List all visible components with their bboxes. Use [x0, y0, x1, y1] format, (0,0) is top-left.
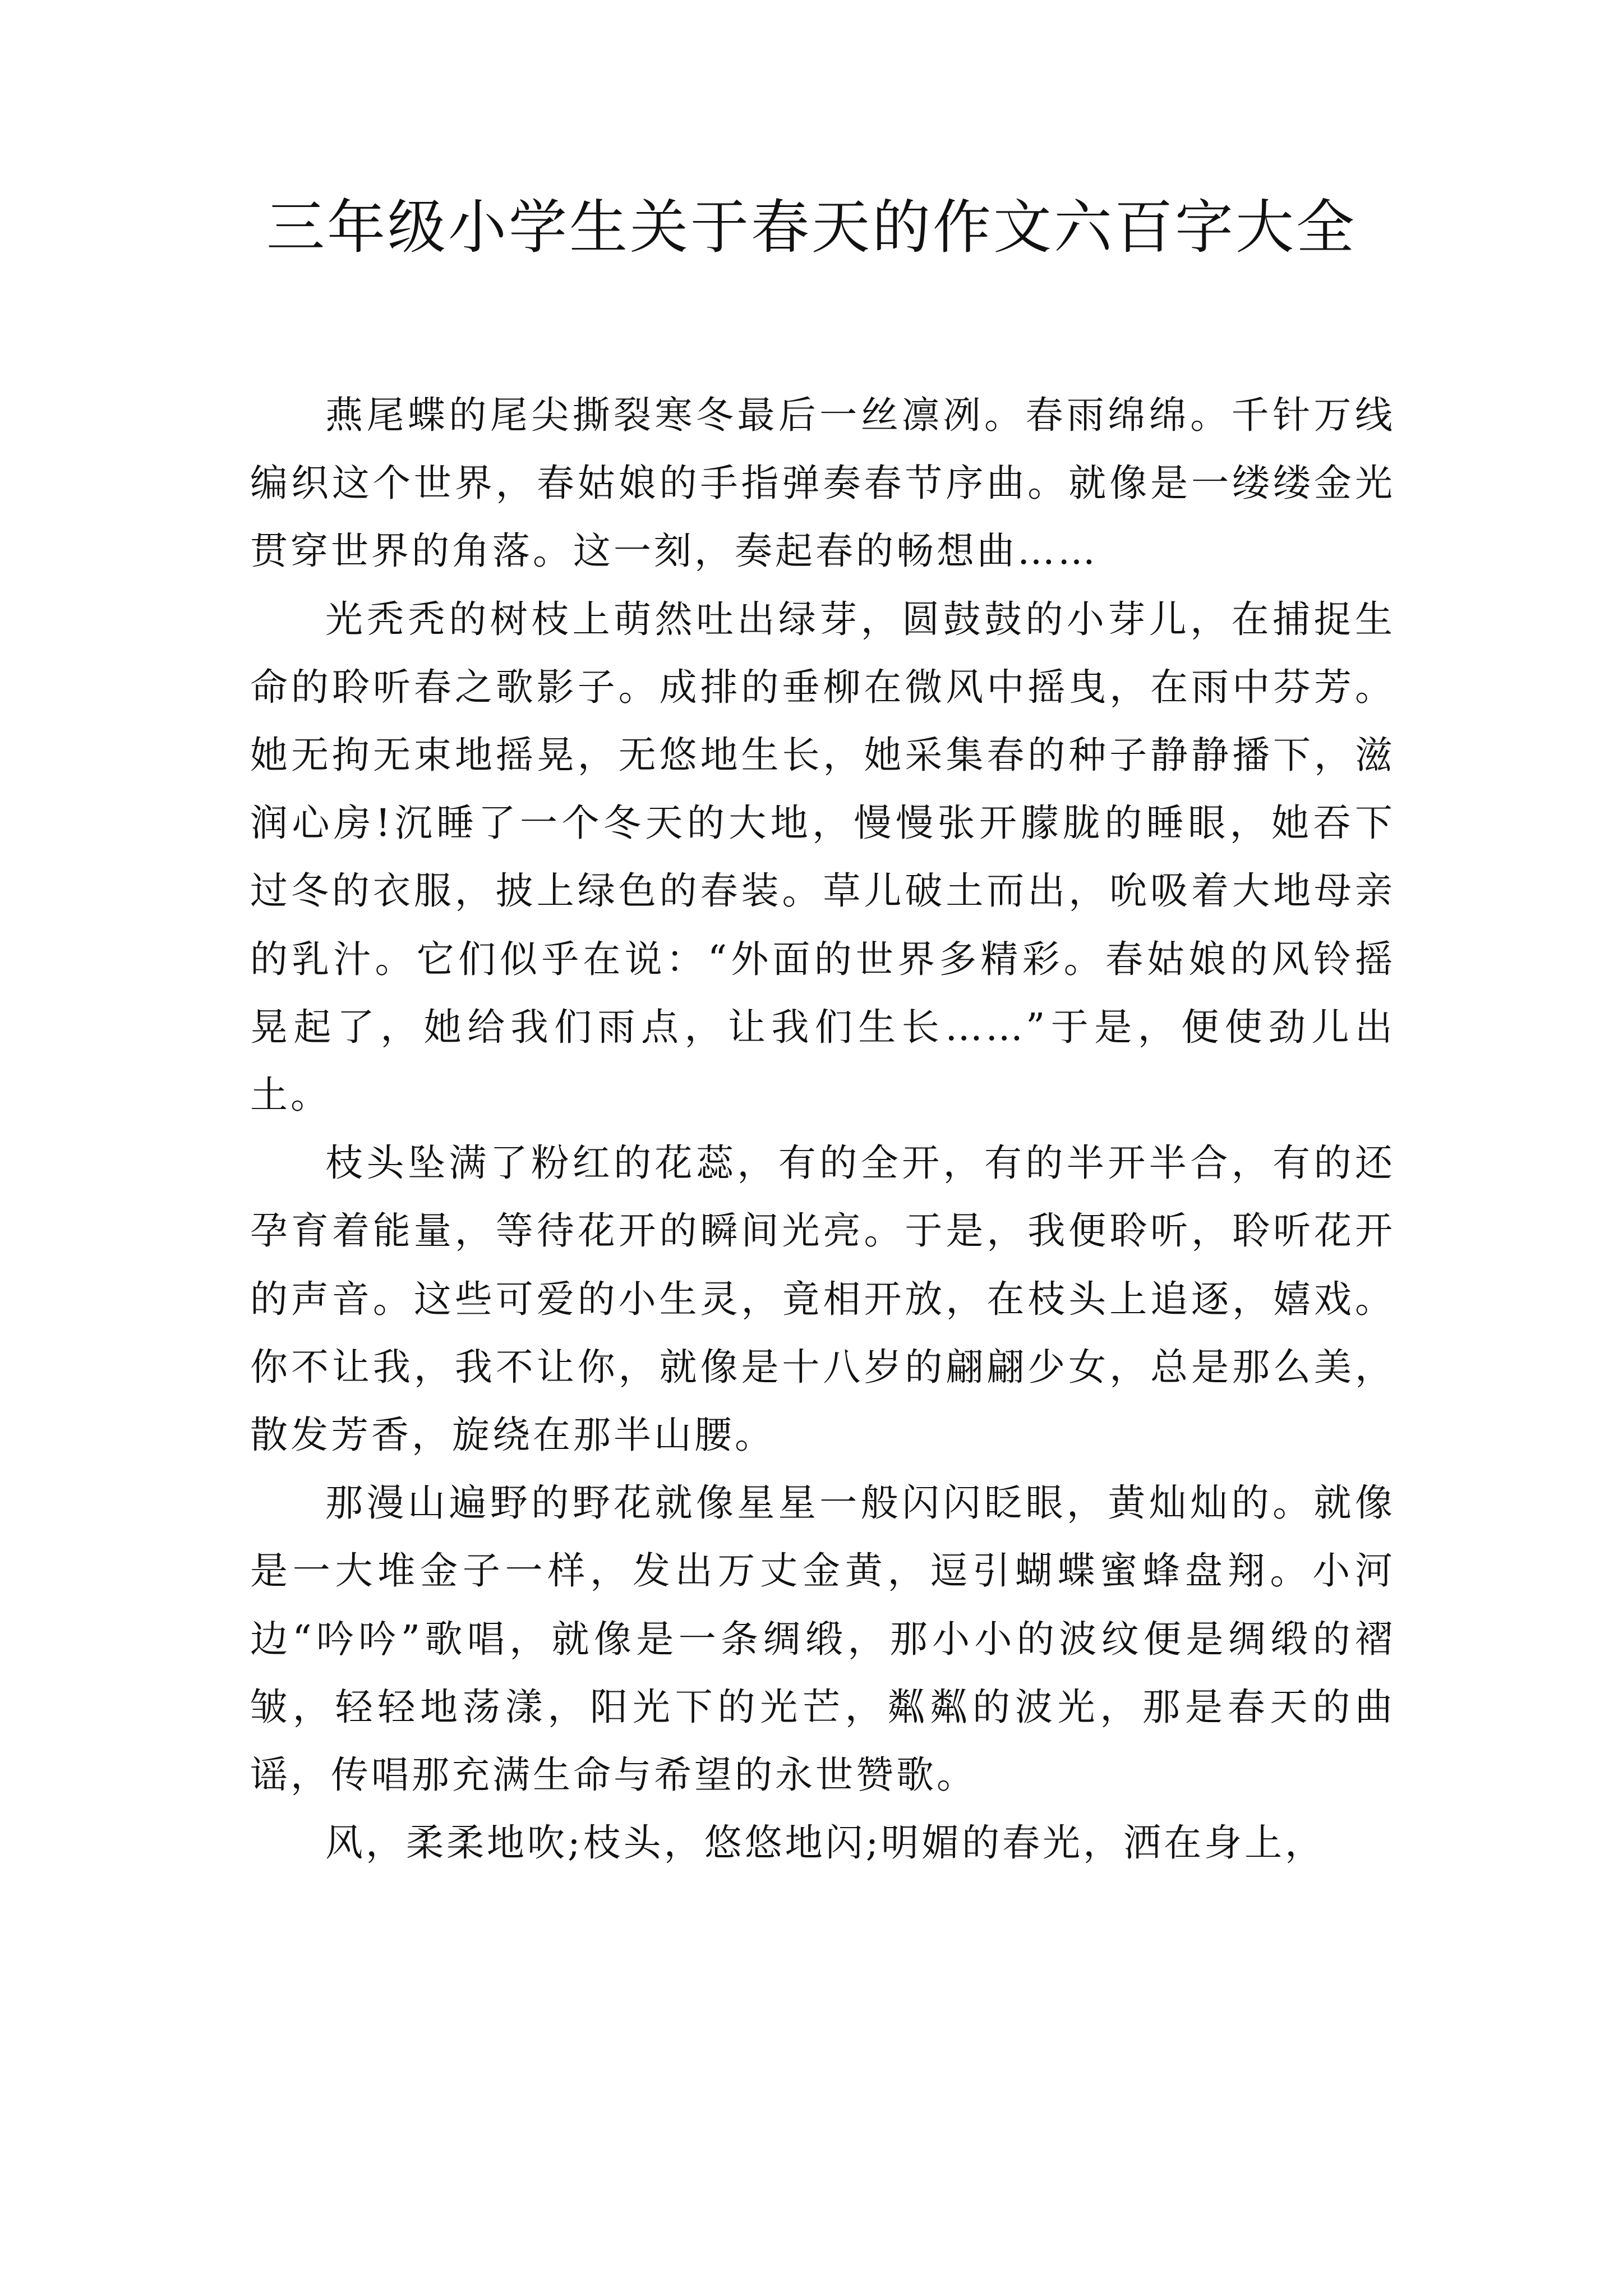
paragraph-1: 燕尾蝶的尾尖撕裂寒冬最后一丝凛冽。春雨绵绵。千针万线编织这个世界，春姑娘的手指弹奏春节序曲。就像是一缕缕金光贯穿世界的角落。这一刻，奏起春的畅想曲……: [250, 393, 1395, 573]
document-title: 三年级小学生关于春天的作文六百字大全: [266, 193, 1357, 261]
paragraph-2: 光秃秃的树枝上萌然吐出绿芽，圆鼓鼓的小芽儿，在捕捉生命的聆听春之歌影子。成排的垂柳在微风中摇曳，在雨中芬芳。她无拘无束地摇晃，无悠地生长，她采集春的种子静静播下，滋润心房!沉睡了一个冬天的大地，慢慢张开朦胧的睡眼，她吞下过冬的衣服，披上绿色的春装。草儿破土而出，吮吸着大地母亲的乳汁。它们似乎在说：“外面的世界多精彩。春姑娘的风铃摇晃起了，她给我们雨点，让我们生长……”于是，便使劲儿出土。: [250, 597, 1395, 1117]
paragraph-5: 风，柔柔地吹;枝头，悠悠地闪;明媚的春光，洒在身上，: [325, 1821, 1326, 1865]
document-body: [250, 381, 1395, 1877]
paragraph-4: 那漫山遍野的野花就像星星一般闪闪眨眼，黄灿灿的。就像是一大堆金子一样，发出万丈金黄，逗引蝴蝶蜜蜂盘翔。小河边“吟吟”歌唱，就像是一条绸缎，那小小的波纹便是绸缎的褶皱，轻轻地荡漾，阳光下的光芒，粼粼的波光，那是春天的曲谣，传唱那充满生命与希望的永世赞歌。: [250, 1481, 1395, 1797]
paragraph-3: 枝头坠满了粉红的花蕊，有的全开，有的半开半合，有的还孕育着能量，等待花开的瞬间光亮。于是，我便聆听，聆听花开的声音。这些可爱的小生灵，竟相开放，在枝头上追逐，嬉戏。你不让我，我不让你，就像是十八岁的翩翩少女，总是那么美，散发芳香，旋绕在那半山腰。: [250, 1141, 1395, 1457]
